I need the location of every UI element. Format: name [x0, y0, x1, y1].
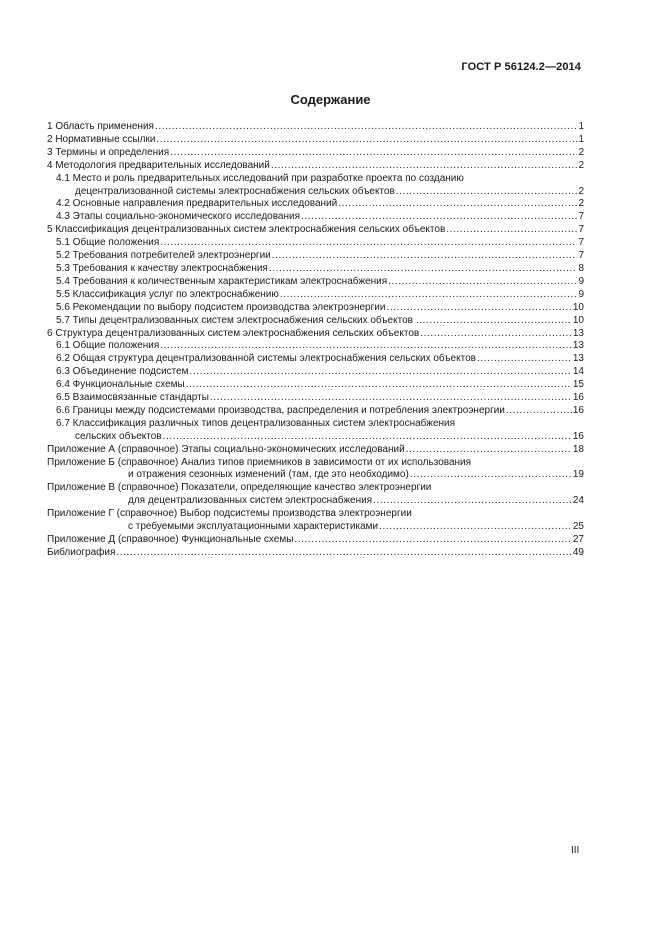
- toc-entry-text: сельских объектов: [75, 430, 162, 442]
- toc-entry-page: 9: [578, 275, 584, 287]
- toc-entry[interactable]: [47, 340, 584, 353]
- toc-entry-text: 6.3 Объединение подсистем: [56, 366, 189, 378]
- toc-entry-text: Приложение Д (справочное) Функциональные схемы: [47, 534, 294, 545]
- toc-entry[interactable]: [47, 173, 584, 186]
- toc-entry-page: 25: [572, 521, 584, 533]
- toc-entry-page: 8: [578, 262, 584, 274]
- leader-dots: [210, 392, 572, 405]
- toc-entry[interactable]: [47, 457, 584, 470]
- toc-entry-page: 2: [578, 198, 584, 210]
- leader-dots: [477, 353, 572, 366]
- toc-entry-continuation[interactable]: [47, 186, 584, 199]
- toc-entry-page: 1: [578, 133, 584, 145]
- toc-entry-page: 10: [572, 301, 584, 313]
- toc-entry[interactable]: [47, 534, 584, 547]
- toc-entry[interactable]: [47, 482, 584, 495]
- leader-dots: [373, 495, 572, 508]
- leader-dots: [170, 147, 577, 160]
- toc-entry-page: 10: [572, 314, 584, 326]
- toc-entry[interactable]: [47, 250, 584, 263]
- document-code: ГОСТ Р 56124.2—2014: [461, 61, 581, 73]
- page-number: III: [571, 845, 580, 856]
- toc-entry-text: 5 Классификация децентрализованных систем электроснабжения сельских объектов: [47, 224, 446, 236]
- toc-entry-page: 2: [578, 146, 584, 158]
- toc-entry-text: 5.2 Требования потребителей электроэнергии: [56, 250, 271, 262]
- toc-entry-text: 1 Область применения: [47, 121, 154, 132]
- leader-dots: [155, 121, 577, 134]
- toc-entry[interactable]: [47, 147, 584, 160]
- toc-entry[interactable]: [47, 508, 584, 521]
- toc-entry-text: 2 Нормативные ссылки: [47, 133, 156, 145]
- toc-entry-text: Приложение Б (справочное) Анализ типов приемников в зависимости от их использования: [47, 456, 472, 468]
- toc-entry-text: 6.7 Классификация различных типов децентрализованных систем электроснабжения: [56, 417, 456, 429]
- toc-entry[interactable]: [47, 224, 584, 237]
- toc-entry-text: 5.3 Требования к качеству электроснабжения: [56, 262, 268, 274]
- toc-entry-continuation[interactable]: [47, 495, 584, 508]
- toc-entry-page: 13: [572, 340, 584, 352]
- leader-dots: [406, 444, 572, 457]
- toc-entry-text: 4.1 Место и роль предварительных исследований при разработке проекта по созданию: [56, 172, 464, 184]
- toc-entry-page: 7: [578, 250, 584, 262]
- toc-entry-text: 4.2 Основные направления предварительных исследований: [56, 198, 338, 210]
- toc-entry-page: 49: [572, 546, 584, 558]
- leader-dots: [269, 263, 578, 276]
- leader-dots: [430, 315, 572, 328]
- leader-dots: [388, 276, 577, 289]
- toc-entry-text: 3 Термины и определения: [47, 146, 170, 158]
- toc-entry-text: Приложение А (справочное) Этапы социально-экономических исследований: [47, 443, 405, 455]
- toc-entry-text: Приложение Г (справочное) Выбор подсистемы производства электроэнергии: [47, 508, 412, 520]
- toc-entry-text: 6.2 Общая структура децентрализованной системы электроснабжения сельских объектов: [56, 353, 476, 365]
- toc-entry-page: 16: [572, 430, 584, 442]
- toc-entry-text: 5.4 Требования к количественным характеристикам электроснабжения: [56, 275, 388, 287]
- leader-dots: [386, 302, 571, 315]
- toc-entry-page: 15: [572, 379, 584, 391]
- leader-dots: [189, 366, 571, 379]
- leader-dots: [156, 134, 577, 147]
- page-title: Содержание: [290, 92, 371, 107]
- toc-entry[interactable]: [47, 211, 584, 224]
- toc-entry-page: 18: [572, 443, 584, 455]
- toc-entry-page: 19: [572, 469, 584, 481]
- toc-entry-text: 4 Методология предварительных исследований: [47, 159, 270, 171]
- toc-entry-page: 24: [572, 495, 584, 507]
- toc-entry-page: 9: [578, 288, 584, 300]
- toc-entry-text: 6.6 Границы между подсистемами производства, распределения и потребления электроэнергии: [56, 404, 505, 416]
- toc-entry-page: 2: [578, 159, 584, 171]
- toc-entry-text: 6.4 Функциональные схемы: [56, 379, 185, 391]
- leader-dots: [160, 237, 577, 250]
- toc-entry-text: децентрализованной системы электроснабжения сельских объектов: [75, 185, 395, 197]
- toc-entry-text: с требуемыми эксплуатационными характеристиками: [128, 521, 379, 533]
- toc-entry-text: для децентрализованных систем электроснабжения: [128, 495, 373, 507]
- toc-entry-page: 16: [572, 392, 584, 404]
- leader-dots: [272, 250, 578, 263]
- toc-entry[interactable]: [47, 328, 584, 341]
- toc-entry-page: 13: [572, 327, 584, 339]
- toc-entry-page: 1: [578, 121, 584, 132]
- toc-entry-page: 2: [578, 185, 584, 197]
- toc-entry[interactable]: [47, 160, 584, 173]
- leader-dots: [396, 186, 578, 199]
- toc-entry-text: 6 Структура децентрализованных систем электроснабжения сельских объектов: [47, 327, 420, 339]
- toc-entry[interactable]: [47, 237, 584, 250]
- leader-dots: [160, 340, 572, 353]
- toc-entry-text: Приложение В (справочное) Показатели, определяющие качество электроэнергии: [47, 482, 432, 494]
- toc-entry[interactable]: [47, 315, 584, 328]
- leader-dots: [506, 405, 572, 418]
- toc-entry-page: 7: [578, 211, 584, 223]
- toc-entry-page: 7: [578, 237, 584, 249]
- toc-entry[interactable]: [47, 121, 584, 134]
- leader-dots: [294, 534, 571, 547]
- toc-entry-text: 6.1 Общие положения: [56, 340, 160, 352]
- toc-entry[interactable]: [47, 289, 584, 302]
- toc-entry-page: 7: [578, 224, 584, 236]
- toc-entry[interactable]: [47, 263, 584, 276]
- toc-entry-page: 13: [572, 353, 584, 365]
- toc-entry[interactable]: [47, 392, 584, 405]
- toc-entry[interactable]: [47, 353, 584, 366]
- toc-entry-text: 5.7 Типы децентрализованных систем электроснабжения сельских объектов ….: [56, 314, 429, 326]
- leader-dots: [186, 379, 572, 392]
- toc-entry-continuation[interactable]: [47, 431, 584, 444]
- leader-dots: [420, 328, 572, 341]
- leader-dots: [116, 547, 571, 560]
- toc-entry[interactable]: [47, 379, 584, 392]
- leader-dots: [301, 211, 577, 224]
- table-of-contents: [47, 121, 584, 560]
- leader-dots: [410, 469, 572, 482]
- toc-entry[interactable]: [47, 444, 584, 457]
- toc-entry[interactable]: [47, 302, 584, 315]
- toc-entry-text: 5.5 Классификация услуг по электроснабжению: [56, 288, 279, 300]
- leader-dots: [338, 198, 577, 211]
- toc-entry-text: Библиография: [47, 546, 116, 558]
- toc-entry[interactable]: [47, 198, 584, 211]
- leader-dots: [271, 160, 578, 173]
- toc-entry[interactable]: [47, 405, 584, 418]
- toc-entry-text: 5.6 Рекомендации по выбору подсистем производства электроэнергии: [56, 301, 386, 313]
- toc-entry-page: 16: [572, 404, 584, 416]
- toc-entry-page: 27: [572, 534, 584, 545]
- leader-dots: [446, 224, 577, 237]
- leader-dots: [379, 521, 572, 534]
- toc-entry[interactable]: [47, 366, 584, 379]
- toc-entry[interactable]: [47, 418, 584, 431]
- toc-entry-continuation[interactable]: [47, 469, 584, 482]
- toc-entry[interactable]: [47, 276, 584, 289]
- toc-entry-text: и отражения сезонных изменений (там, где это необходимо): [128, 469, 409, 481]
- toc-entry[interactable]: [47, 134, 584, 147]
- toc-entry-text: 6.5 Взаимосвязанные стандарты: [56, 392, 209, 404]
- leader-dots: [163, 431, 572, 444]
- toc-entry-page: 14: [572, 366, 584, 378]
- toc-entry-text: 4.3 Этапы социально-экономического исследования: [56, 211, 301, 223]
- toc-entry[interactable]: [47, 547, 584, 560]
- toc-entry-continuation[interactable]: [47, 521, 584, 534]
- leader-dots: [280, 289, 578, 302]
- toc-entry-text: 5.1 Общие положения: [56, 237, 160, 249]
